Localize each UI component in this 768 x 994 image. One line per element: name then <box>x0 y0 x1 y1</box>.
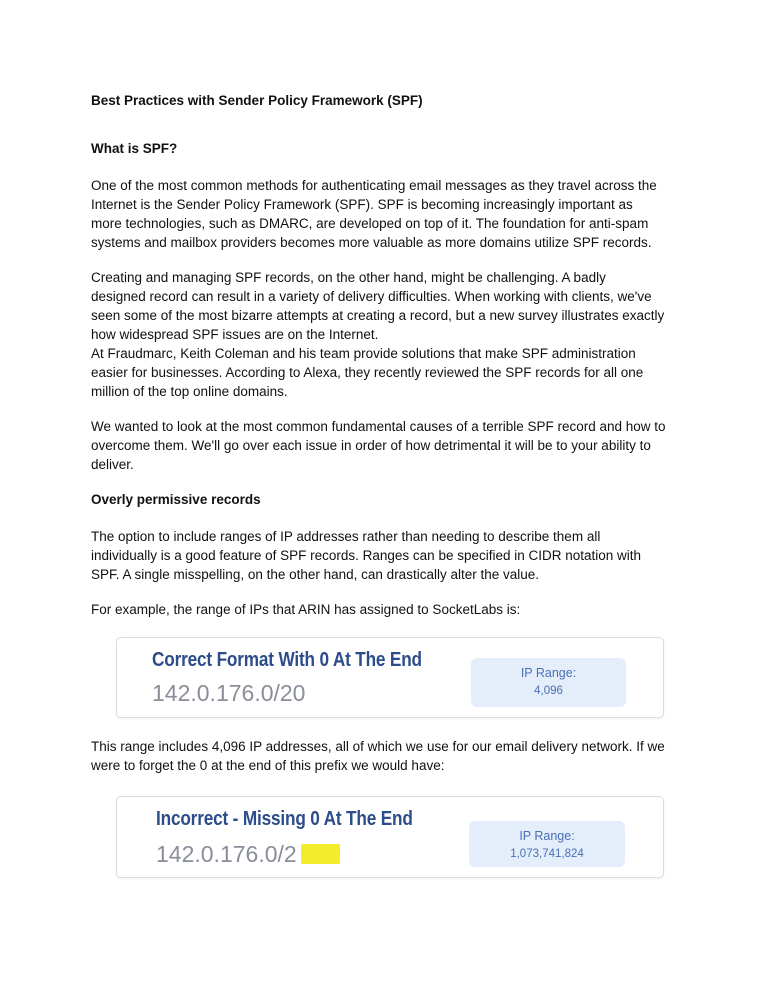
text-line: were to forget the 0 at the end of this prefix we would have: <box>91 758 445 773</box>
ip-range-label: IP Range: <box>520 666 577 680</box>
text-line: seen some of the most bizarre attempts at creating a record, but a new survey illustrates exactly <box>91 308 665 323</box>
card-title: Correct Format With 0 At The End <box>152 649 422 671</box>
missing-zero-highlight <box>301 844 340 864</box>
correct-format-card <box>116 637 664 718</box>
text-line: individually is a good feature of SPF records. Ranges can be specified in CIDR notation with <box>91 548 642 563</box>
text-line: systems and mailbox providers becomes more valuable as more domains utilize SPF records. <box>91 235 652 250</box>
text-line: designed record can result in a variety of delivery difficulties. When working with clients, we've <box>91 289 652 304</box>
text-line: This range includes 4,096 IP addresses, all of which we use for our email delivery network. If we <box>91 739 665 754</box>
ip-prefix: 142.0.176.0/2 <box>156 841 297 867</box>
text-line: overcome them. We'll go over each issue in order of how detrimental it will be to your ability to <box>91 438 651 453</box>
text-line: more technologies, such as DMARC, are developed on top of it. The foundation for anti-spam <box>91 216 649 231</box>
ip-range-box <box>471 658 626 707</box>
text-line: We wanted to look at the most common fundamental causes of a terrible SPF record and how to <box>91 419 666 434</box>
text-line: Creating and managing SPF records, on the other hand, might be challenging. A badly <box>91 270 606 285</box>
text-line: The option to include ranges of IP addresses rather than needing to describe them all <box>91 529 601 544</box>
heading-what-is-spf: What is SPF? <box>91 141 178 156</box>
ip-range-label: IP Range: <box>519 829 575 843</box>
text-line: easier for businesses. According to Alexa, they recently reviewed the SPF records for all one <box>91 365 644 380</box>
ip-range-value: 4,096 <box>534 685 563 697</box>
ip-range-value: 1,073,741,824 <box>510 848 584 860</box>
text-line: One of the most common methods for authenticating email messages as they travel across the <box>91 178 657 193</box>
heading-overly-permissive: Overly permissive records <box>91 492 261 507</box>
document-title: Best Practices with Sender Policy Framework (SPF) <box>91 93 423 108</box>
ip-range-box <box>469 821 625 867</box>
text-line: SPF. A single misspelling, on the other hand, can drastically alter the value. <box>91 567 540 582</box>
ip-prefix-line <box>156 841 340 868</box>
text-line: million of the top online domains. <box>91 384 288 399</box>
incorrect-format-card <box>116 796 664 878</box>
text-line: how widespread SPF issues are on the Internet. <box>91 327 379 342</box>
text-line: deliver. <box>91 457 134 472</box>
ip-prefix: 142.0.176.0/20 <box>152 680 306 706</box>
text-line: At Fraudmarc, Keith Coleman and his team provide solutions that make SPF administration <box>91 346 636 361</box>
paragraph-example: For example, the range of IPs that ARIN has assigned to SocketLabs is: <box>91 602 521 617</box>
text-line: Internet is the Sender Policy Framework (SPF). SPF is becoming increasingly important as <box>91 197 633 212</box>
card-title: Incorrect - Missing 0 At The End <box>156 808 413 830</box>
